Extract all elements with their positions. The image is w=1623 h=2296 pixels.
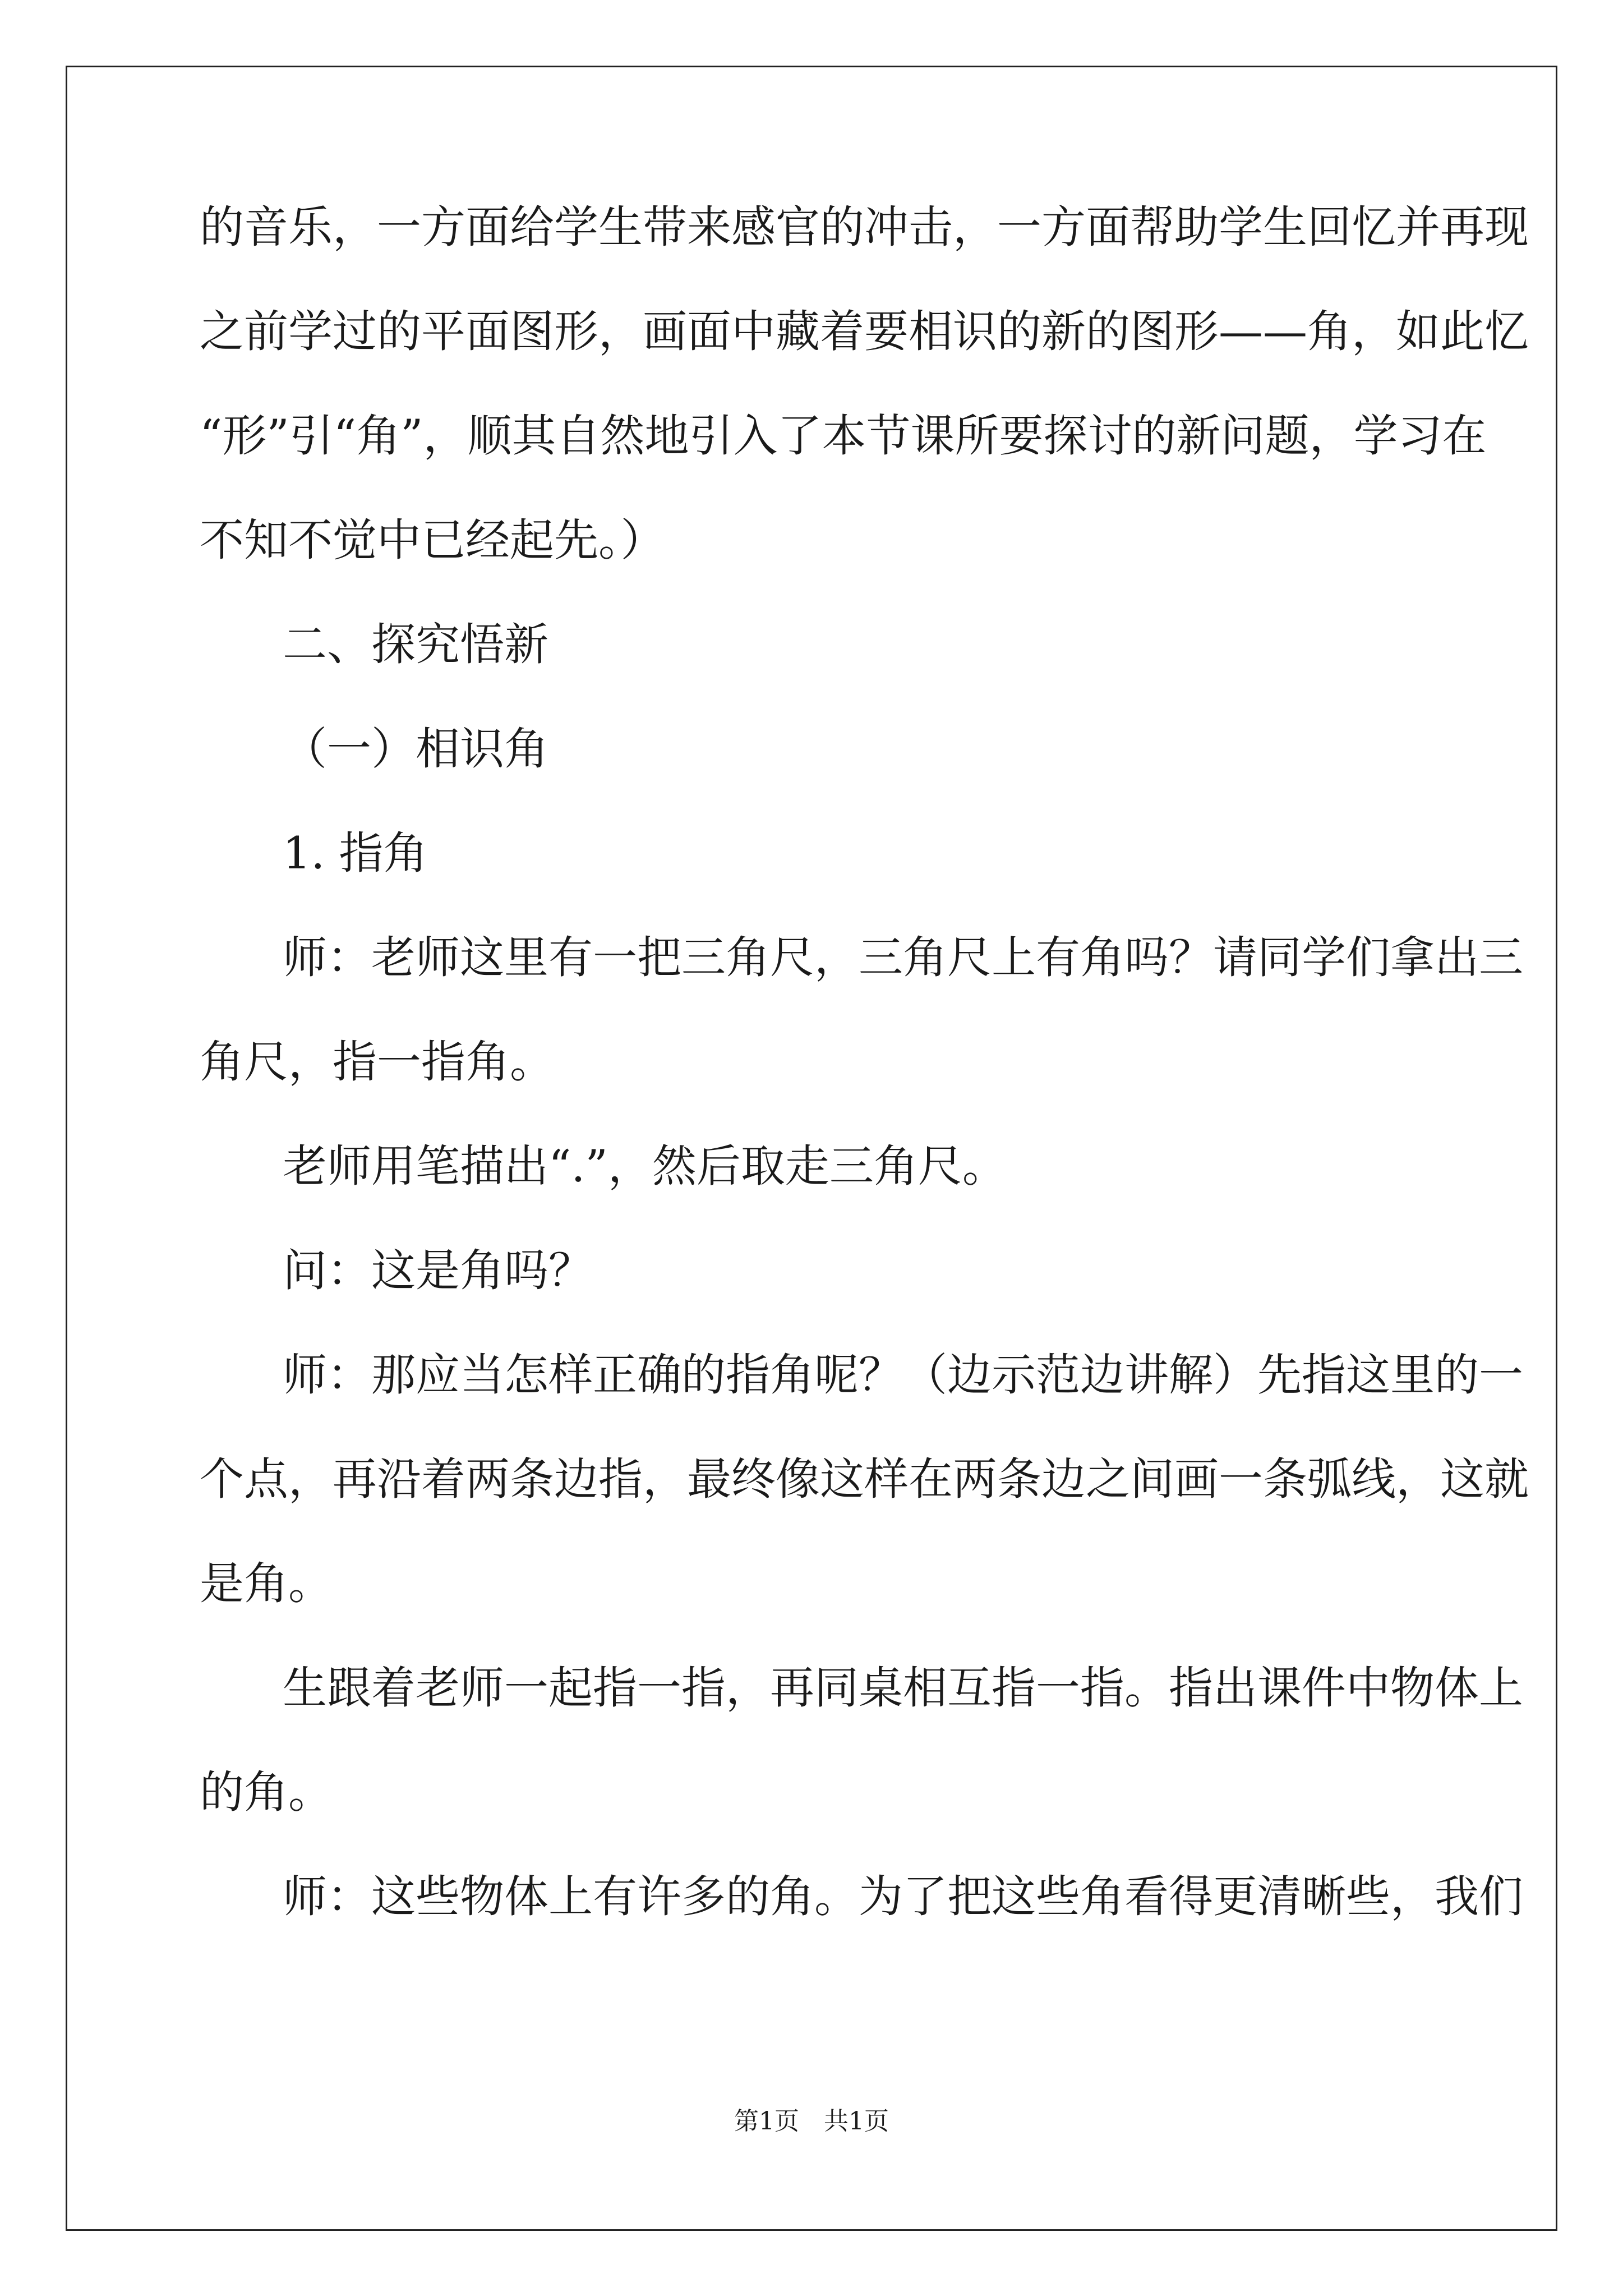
text-line: 问：这是角吗？ (283, 1245, 593, 1296)
text-line: 的角。 (200, 1766, 333, 1818)
text-line: 老师用笔描出“.”，然后取走三角尺。 (283, 1140, 1007, 1192)
page-footer: 第1页 共1页 (734, 2107, 889, 2136)
item-heading: 1. 指角 (283, 827, 428, 879)
text-line: 是角。 (200, 1558, 333, 1609)
text-line: 师：那应当怎样正确的指角呢？（边示范边讲解）先指这里的一 (283, 1349, 1523, 1401)
text-line: 个点，再沿着两条边指，最终像这样在两条边之间画一条弧线，这就 (200, 1453, 1529, 1505)
text-line: 的音乐，一方面给学生带来感官的冲击，一方面帮助学生回忆并再现 (200, 201, 1529, 253)
text-line: 师：这些物体上有许多的角。为了把这些角看得更清晰些，我们 (283, 1871, 1523, 1922)
subsection-heading: （一）相识角 (283, 723, 548, 775)
text-line: 师：老师这里有一把三角尺，三角尺上有角吗？请同学们拿出三 (283, 932, 1523, 983)
text-line: 角尺，指一指角。 (200, 1036, 554, 1088)
text-line: 生跟着老师一起指一指，再同桌相互指一指。指出课件中物体上 (283, 1662, 1523, 1714)
text-line: “形”引“角”，顺其自然地引入了本节课所要探讨的新问题，学习在 (200, 410, 1487, 462)
text-line: 之前学过的平面图形，画面中藏着要相识的新的图形——角，如此忆 (200, 306, 1529, 357)
text-line: 不知不觉中已经起先。） (200, 514, 665, 566)
section-heading: 二、探究悟新 (283, 619, 548, 670)
